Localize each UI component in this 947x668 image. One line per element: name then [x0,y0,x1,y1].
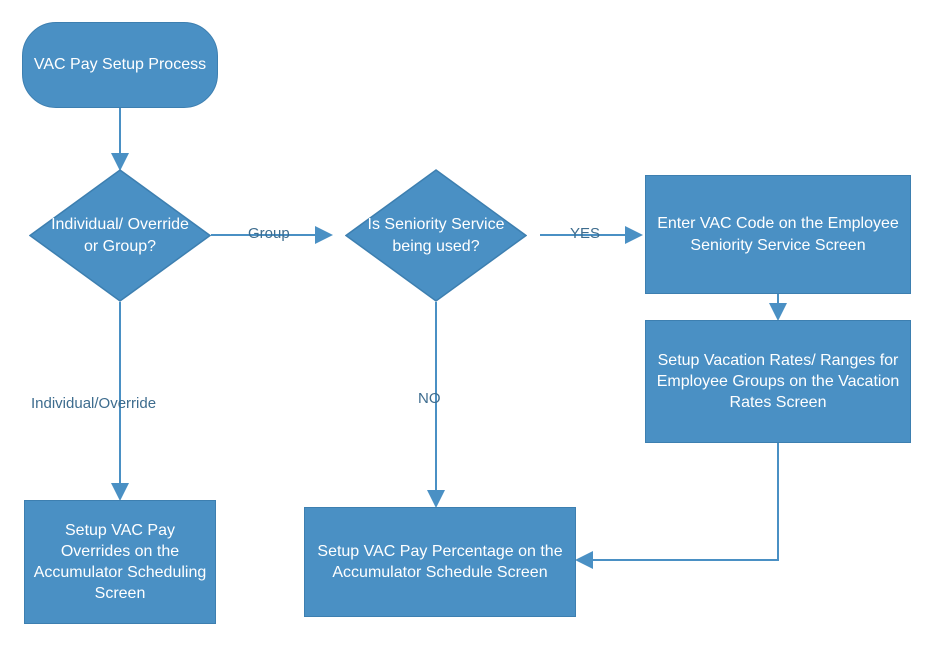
node-setup-percentage[interactable] [304,507,576,617]
node-decision-individual-group-label: Individual/ Override or Group? [51,216,189,255]
node-start-label: VAC Pay Setup Process [33,56,207,74]
node-decision-seniority[interactable] [345,169,527,302]
node-setup-vacation-rates-label: Setup Vacation Rates/ Ranges for Employee Groups on the Vacation Rates Screen [656,351,900,412]
edge-label-individual-override: Individual/Override [31,395,157,412]
node-setup-vacation-rates[interactable] [645,320,911,443]
connector-vacationrates-to-percentage [578,443,778,560]
node-enter-vac-code-label: Enter VAC Code on the Employee Seniority Service Screen [657,215,899,254]
node-start[interactable] [22,22,218,108]
node-decision-individual-group[interactable] [29,169,211,302]
node-enter-vac-code[interactable] [645,175,911,294]
edge-label-group: Group [248,225,290,242]
edge-label-no: NO [418,390,441,407]
node-setup-overrides-label: Setup VAC Pay Overrides on the Accumulator Scheduling Screen [33,521,207,603]
node-setup-percentage-label: Setup VAC Pay Percentage on the Accumulator Schedule Screen [317,542,563,581]
node-setup-overrides[interactable] [24,500,216,624]
node-decision-seniority-label: Is Seniority Service being used? [367,216,505,255]
edge-label-yes: YES [570,225,601,242]
